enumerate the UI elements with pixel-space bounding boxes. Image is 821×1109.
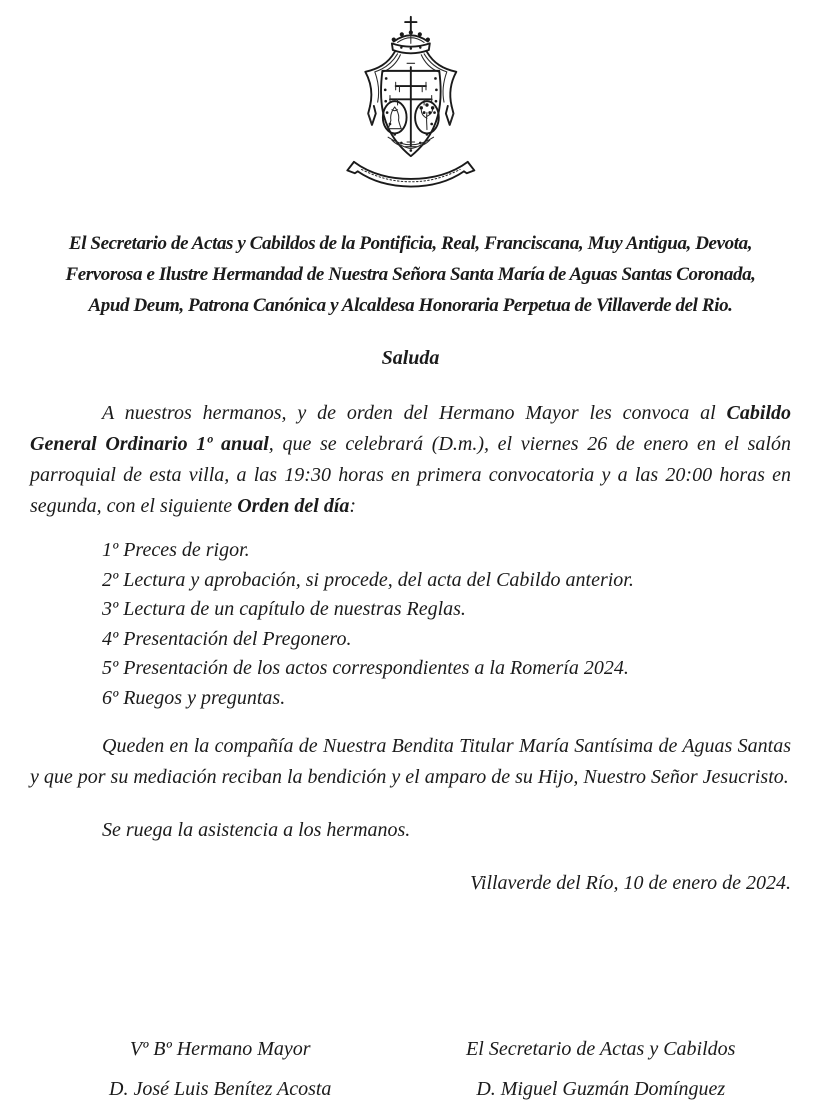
- right-medallion-icon: [415, 101, 439, 133]
- agenda-item-3: 3º Lectura de un capítulo de nuestras Reglas.: [102, 598, 466, 620]
- cabildo-general-bold: Cabildo General Ordinario 1º anual: [30, 402, 791, 455]
- paragraph1-pre: A nuestros hermanos, y de orden del Hermano Mayor les convoca al: [102, 402, 727, 424]
- heading-line-3: Apud Deum, Patrona Canónica y Alcaldesa Honoraria Perpetua de Villaverde del Rio.: [88, 295, 733, 316]
- signature-left: [30, 1029, 411, 1109]
- signature-right-name: D. Miguel Guzmán Domínguez: [476, 1078, 726, 1100]
- agenda-list: [30, 536, 791, 713]
- place-and-date: Villaverde del Río, 10 de enero de 2024.: [470, 872, 791, 894]
- signature-right-title: El Secretario de Actas y Cabildos: [466, 1038, 736, 1060]
- agenda-item-6: 6º Ruegos y preguntas.: [102, 686, 286, 709]
- motto-ribbon-icon: [347, 162, 474, 187]
- signature-right: [411, 1029, 792, 1109]
- crown-icon: [391, 30, 429, 53]
- left-medallion-icon: [383, 101, 407, 133]
- convocation-paragraph: [30, 398, 791, 522]
- paragraph1-mid: , que se celebrará (D.m.), el viernes 26 de enero en el salón parroquial de esta villa, a las 19:30 horas en primera convocatoria y a las 20:00 horas en segunda, con el siguiente: [30, 433, 791, 517]
- signature-left-name: D. José Luis Benítez Acosta: [109, 1078, 332, 1100]
- blessing-paragraph: Queden en la compañía de Nuestra Bendita Titular María Santísima de Aguas Santas y que por su mediación reciban la bendición y el amparo de su Hijo, Nuestro Señor Jesucristo.: [30, 735, 791, 788]
- heading-line-1: El Secretario de Actas y Cabildos de la Pontificia, Real, Franciscana, Muy Antigua, Devota,: [68, 233, 753, 254]
- orden-del-dia-bold: Orden del día: [237, 495, 350, 517]
- signature-block: [30, 1029, 791, 1109]
- cross-finial-icon: [405, 17, 416, 31]
- salutation-title: Saluda: [381, 347, 440, 369]
- heading-line-2: Fervorosa e Ilustre Hermandad de Nuestra Señora Santa María de Aguas Santas Coronada,: [65, 264, 756, 285]
- signature-left-title: Vº Bº Hermano Mayor: [129, 1038, 311, 1060]
- emblem-container: [30, 14, 791, 198]
- letterhead-heading: [30, 228, 791, 321]
- paragraph1-post: :: [349, 495, 357, 517]
- agenda-item-1: 1º Preces de rigor.: [102, 539, 250, 561]
- attendance-request: Se ruega la asistencia a los hermanos.: [102, 819, 411, 841]
- coat-of-arms-emblem: [335, 14, 487, 196]
- agenda-item-4: 4º Presentación del Pregonero.: [102, 627, 352, 650]
- agenda-item-5: 5º Presentación de los actos correspondientes a la Romería 2024.: [102, 657, 629, 679]
- agenda-item-2: 2º Lectura y aprobación, si procede, del acta del Cabildo anterior.: [102, 568, 634, 591]
